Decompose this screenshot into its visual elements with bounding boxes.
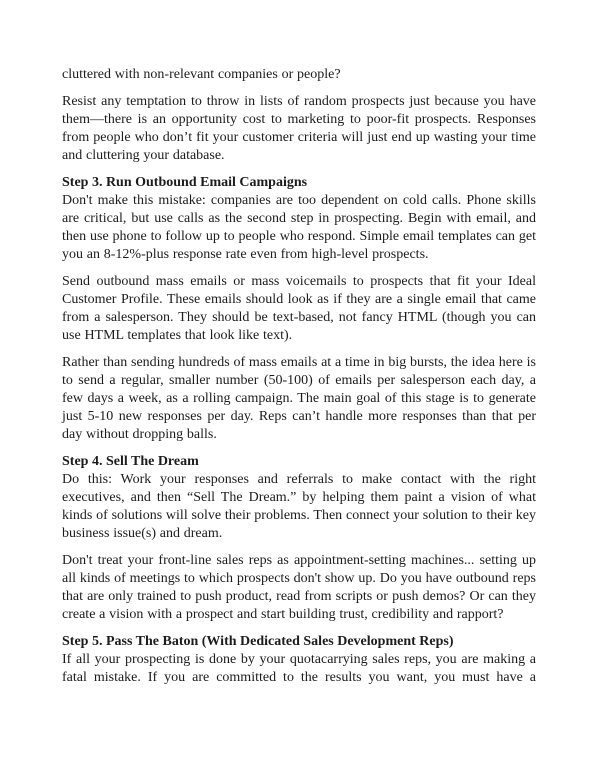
heading-step-3: Step 3. Run Outbound Email Campaigns <box>62 175 308 190</box>
paragraph-rolling-campaign: Rather than sending hundreds of mass emails at a time in big bursts, the idea here is to send a regular, smaller number (50-100) of emails per salesperson each day, a few days a week, as a rolling campaign. The main goal of this stage is to generate just 5-10 new responses per day. Reps can’t handle more responses than that per day without dropping balls. <box>62 355 536 442</box>
paragraph-outbound-email-mistake: Don't make this mistake: companies are too dependent on cold calls. Phone skills are critical, but use calls as the second step in prospecting. Begin with email, and then use phone to follow up to people who respond. Simple email templates can get you an 8-12%-plus response rate even from high-level prospects. <box>62 193 536 262</box>
paragraph-pass-the-baton: If all your prospecting is done by your quotacarrying sales reps, you are making a fatal mistake. If you are committed to the results you want, you must have a <box>62 652 536 685</box>
heading-step-5: Step 5. Pass The Baton (With Dedicated Sales Development Reps) <box>62 634 454 649</box>
heading-step-4: Step 4. Sell The Dream <box>62 454 199 469</box>
paragraph-sell-the-dream: Do this: Work your responses and referrals to make contact with the right executives, and then “Sell The Dream.” by helping them paint a vision of what kinds of solutions will solve their problems. Then connect your solution to their key business issue(s) and dream. <box>62 472 536 541</box>
paragraph-resist-temptation: Resist any temptation to throw in lists of random prospects just because you have them—there is an opportunity cost to marketing to poor-fit prospects. Responses from people who don’t fit your customer criteria will just end up wasting your time and cluttering your database. <box>62 94 536 163</box>
paragraph-continuation: cluttered with non-relevant companies or people? <box>62 67 341 82</box>
paragraph-front-line-reps: Don't treat your front-line sales reps as appointment-setting machines... setting up all kinds of meetings to which prospects don't show up. Do you have outbound reps that are only trained to push product, read from scripts or push demos? Or can they create a vision with a prospect and start building trust, credibility and rapport? <box>62 553 536 622</box>
paragraph-mass-emails: Send outbound mass emails or mass voicemails to prospects that fit your Ideal Customer Profile. These emails should look as if they are a single email that came from a salesperson. They should be text-based, not fancy HTML (though you can use HTML templates that look like text). <box>62 274 536 343</box>
